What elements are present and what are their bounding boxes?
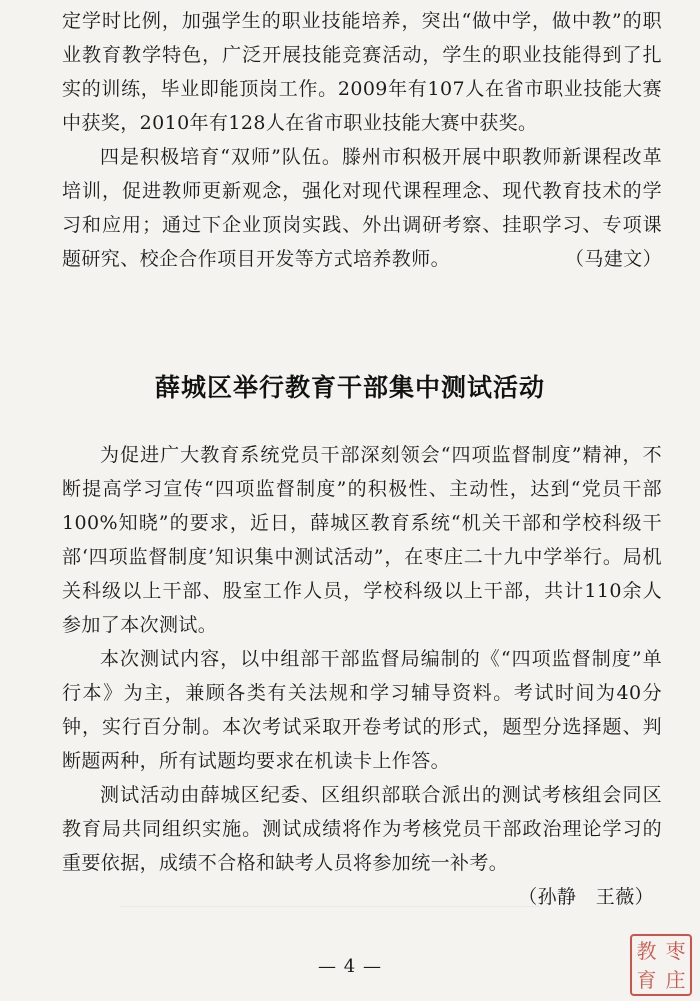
top-article-paragraph-2: 四是积极培育“双师”队伍。滕州市积极开展中职教师新课程改革培训，促进教师更新观念，强化对现代课程理念、现代教育技术的学习和应用；通过下企业顶岗实践、外出调研考察、挂职学习、专项课题研究、校企合作项目开发等方式培养教师。 [62, 146, 662, 270]
seal-char: 教 [636, 938, 657, 963]
article-paragraph-1: 为促进广大教育系统党员干部深刻领会“四项监督制度”精神，不断提高学习宣传“四项监督制度”的积极性、主动性，达到“党员干部100%知晓”的要求，近日，薛城区教育系统“机关干部和学校科级干部‘四项监督制度’知识集中测试活动”，在枣庄二十九中学举行。局机关科级以上干部、股室工作人员，学校科级以上干部，共计110余人参加了本次测试。 [62, 444, 662, 636]
top-article-paragraph-1: 定学时比例，加强学生的职业技能培养，突出“做中学，做中教”的职业教育教学特色，广泛开展技能竞赛活动，学生的职业技能得到了扎实的训练，毕业即能顶岗工作。2009年有107人在省市职业技能大赛中获奖，2010年有128人在省市职业技能大赛中获奖。 [62, 10, 662, 134]
article-title: 薛城区举行教育干部集中测试活动 [154, 373, 545, 402]
page-number: — 4 — [318, 956, 382, 977]
article-body [62, 438, 662, 914]
article-paragraph-3: 测试活动由薛城区纪委、区组织部联合派出的测试考核组会同区教育局共同组织实施。测试成绩将作为考核党员干部政治理论学习的重要依据，成绩不合格和缺考人员将参加统一补考。 [62, 784, 662, 874]
article-byline: （孙静 王薇） [518, 886, 654, 908]
top-article-body [62, 4, 662, 276]
seal-char: 枣 [665, 938, 686, 963]
article-paragraph-2: 本次测试内容，以中组部干部监督局编制的《“四项监督制度”单行本》为主，兼顾各类有关法规和学习辅导资料。考试时间为40分钟，实行百分制。本次考试采取开卷考试的形式，题型分选择题、判断题两种，所有试题均要求在机读卡上作答。 [62, 648, 662, 772]
seal-char: 育 [636, 967, 657, 992]
scan-artifact [120, 906, 540, 907]
seal-char: 庄 [665, 967, 686, 992]
seal-stamp [630, 934, 692, 996]
top-article-byline: （马建文） [564, 248, 662, 270]
